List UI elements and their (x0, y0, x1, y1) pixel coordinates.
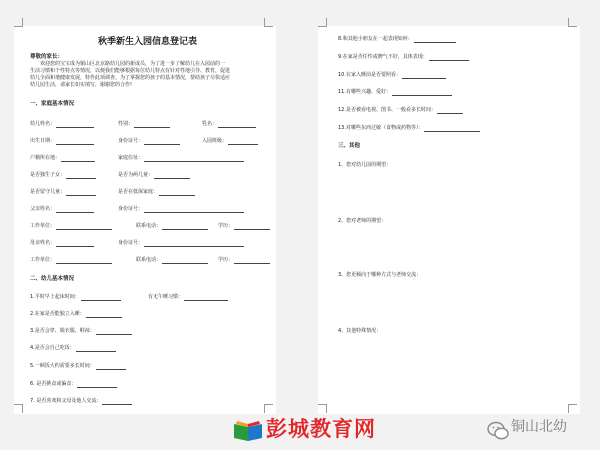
site-watermark: 彭城教育网 (266, 417, 376, 441)
peer-behavior-field[interactable]: 8.和其他小朋友在一起表现如何： (338, 36, 456, 43)
interests-field[interactable]: 11.有哪些兴趣、爱好： (338, 89, 452, 96)
father-name-field[interactable]: 父亲姓名： (30, 206, 94, 213)
special-circumstances[interactable]: 4、其他特殊情况： (338, 328, 382, 334)
household-field[interactable]: 户籍所在地： (30, 155, 95, 162)
teacher-expectation[interactable]: 2、您对老师的期望： (338, 218, 387, 224)
gender-field[interactable]: 性别： (118, 121, 170, 128)
crop-mark (14, 404, 23, 413)
bedtime-care-field[interactable]: 10.在家入睡前是否要照看： (338, 72, 446, 79)
meal-duration-field[interactable]: 5.一顿饭大约需要多长时间： (30, 363, 126, 370)
crop-mark (14, 18, 23, 27)
nap-habit-field[interactable]: 有无午睡习惯： (148, 294, 228, 301)
section-child-heading: 二、幼儿基本情况 (30, 276, 75, 282)
sleep-alone-field[interactable]: 2.在家是否能独立入睡： (30, 311, 122, 318)
crop-mark (568, 18, 577, 27)
crop-mark (318, 404, 327, 413)
father-phone-field[interactable]: 联系电话： (136, 223, 208, 230)
birth-date-field[interactable]: 出生日期： (30, 138, 94, 145)
account-watermark: 铜山北幼 (511, 419, 567, 435)
communication-field[interactable]: 7. 是否喜欢和父母及他人交流： (30, 398, 132, 405)
crop-mark (318, 18, 327, 27)
nickname-field[interactable]: 乳名： (202, 121, 256, 128)
crop-mark (568, 404, 577, 413)
form-page-right (318, 26, 580, 414)
mother-work-field[interactable]: 工作单位： (30, 257, 112, 264)
enroll-class-field[interactable]: 入园班级： (202, 138, 258, 145)
father-edu-field[interactable]: 学历： (218, 223, 270, 230)
greeting: 尊敬的家长： (30, 54, 64, 60)
father-work-field[interactable]: 工作单位： (30, 223, 112, 230)
twins-field[interactable]: 是否为两儿童： (118, 172, 190, 179)
crop-mark (264, 18, 273, 27)
mother-name-field[interactable]: 母亲姓名： (30, 240, 94, 247)
intro-line-3: 幼儿全面和谐健康发展，特作此项调查。为了掌握您的孩子的基本情况，帮助孩子尽快适应 (30, 75, 231, 81)
self-feeding-field[interactable]: 4.是否会自己吃饭： (30, 345, 116, 352)
left-behind-field[interactable]: 是否留守儿童： (30, 189, 96, 196)
allergy-field[interactable]: 13.对哪些东西过敏（食物或药物等）： (338, 125, 480, 132)
dressing-field[interactable]: 3.是否会穿、脱衣服、鞋袜： (30, 328, 132, 335)
intro-line-2: 生活习惯和个性特点等情况，以便我们能够根据每位幼儿特点有针对性地引导、教育，促进 (30, 68, 231, 74)
section-other-heading: 三、其他 (338, 143, 361, 149)
form-page-left (14, 26, 276, 414)
father-id-field[interactable]: 身份证号： (118, 206, 244, 213)
section-family-heading: 一、家庭基本情况 (30, 101, 75, 107)
only-child-field[interactable]: 是否独生子女： (30, 172, 96, 179)
child-name-field[interactable]: 幼儿姓名： (30, 121, 94, 128)
intro-line-1: 欢迎您的宝宝成为铜山区北京路幼儿园的新成员，为了进一步了解幼儿在入园前的一 (40, 61, 226, 67)
kindergarten-expectation[interactable]: 1、您对幼儿园的期望： (338, 162, 392, 168)
wake-time-field[interactable]: 1.平时早上起床时间： (30, 294, 121, 301)
tv-books-field[interactable]: 12.是否被看电视、图书、一般看多长时间： (338, 107, 463, 114)
communication-preference[interactable]: 3、您更倾向于哪种方式与老师交流： (338, 272, 422, 278)
intro-line-4: 幼儿园生活，请家长如实填写，谢谢您的合作! (30, 82, 133, 88)
home-address-field[interactable]: 家庭住址： (118, 155, 244, 162)
temper-field[interactable]: 9.在家是否任性或脾气不好，具体表现： (338, 54, 469, 61)
form-title: 秋季新生入园信息登记表 (98, 37, 198, 47)
mother-edu-field[interactable]: 学历： (218, 257, 270, 264)
id-number-field[interactable]: 身份证号： (118, 138, 180, 145)
mother-id-field[interactable]: 身份证号： (118, 240, 244, 247)
book-logo-icon (232, 418, 264, 442)
crop-mark (264, 404, 273, 413)
mother-phone-field[interactable]: 联系电话： (136, 257, 208, 264)
picky-eating-field[interactable]: 6. 是否挑食或偏食： (30, 381, 117, 388)
low-income-field[interactable]: 是否在低保家庭： (118, 189, 195, 196)
wechat-icon (487, 421, 509, 441)
